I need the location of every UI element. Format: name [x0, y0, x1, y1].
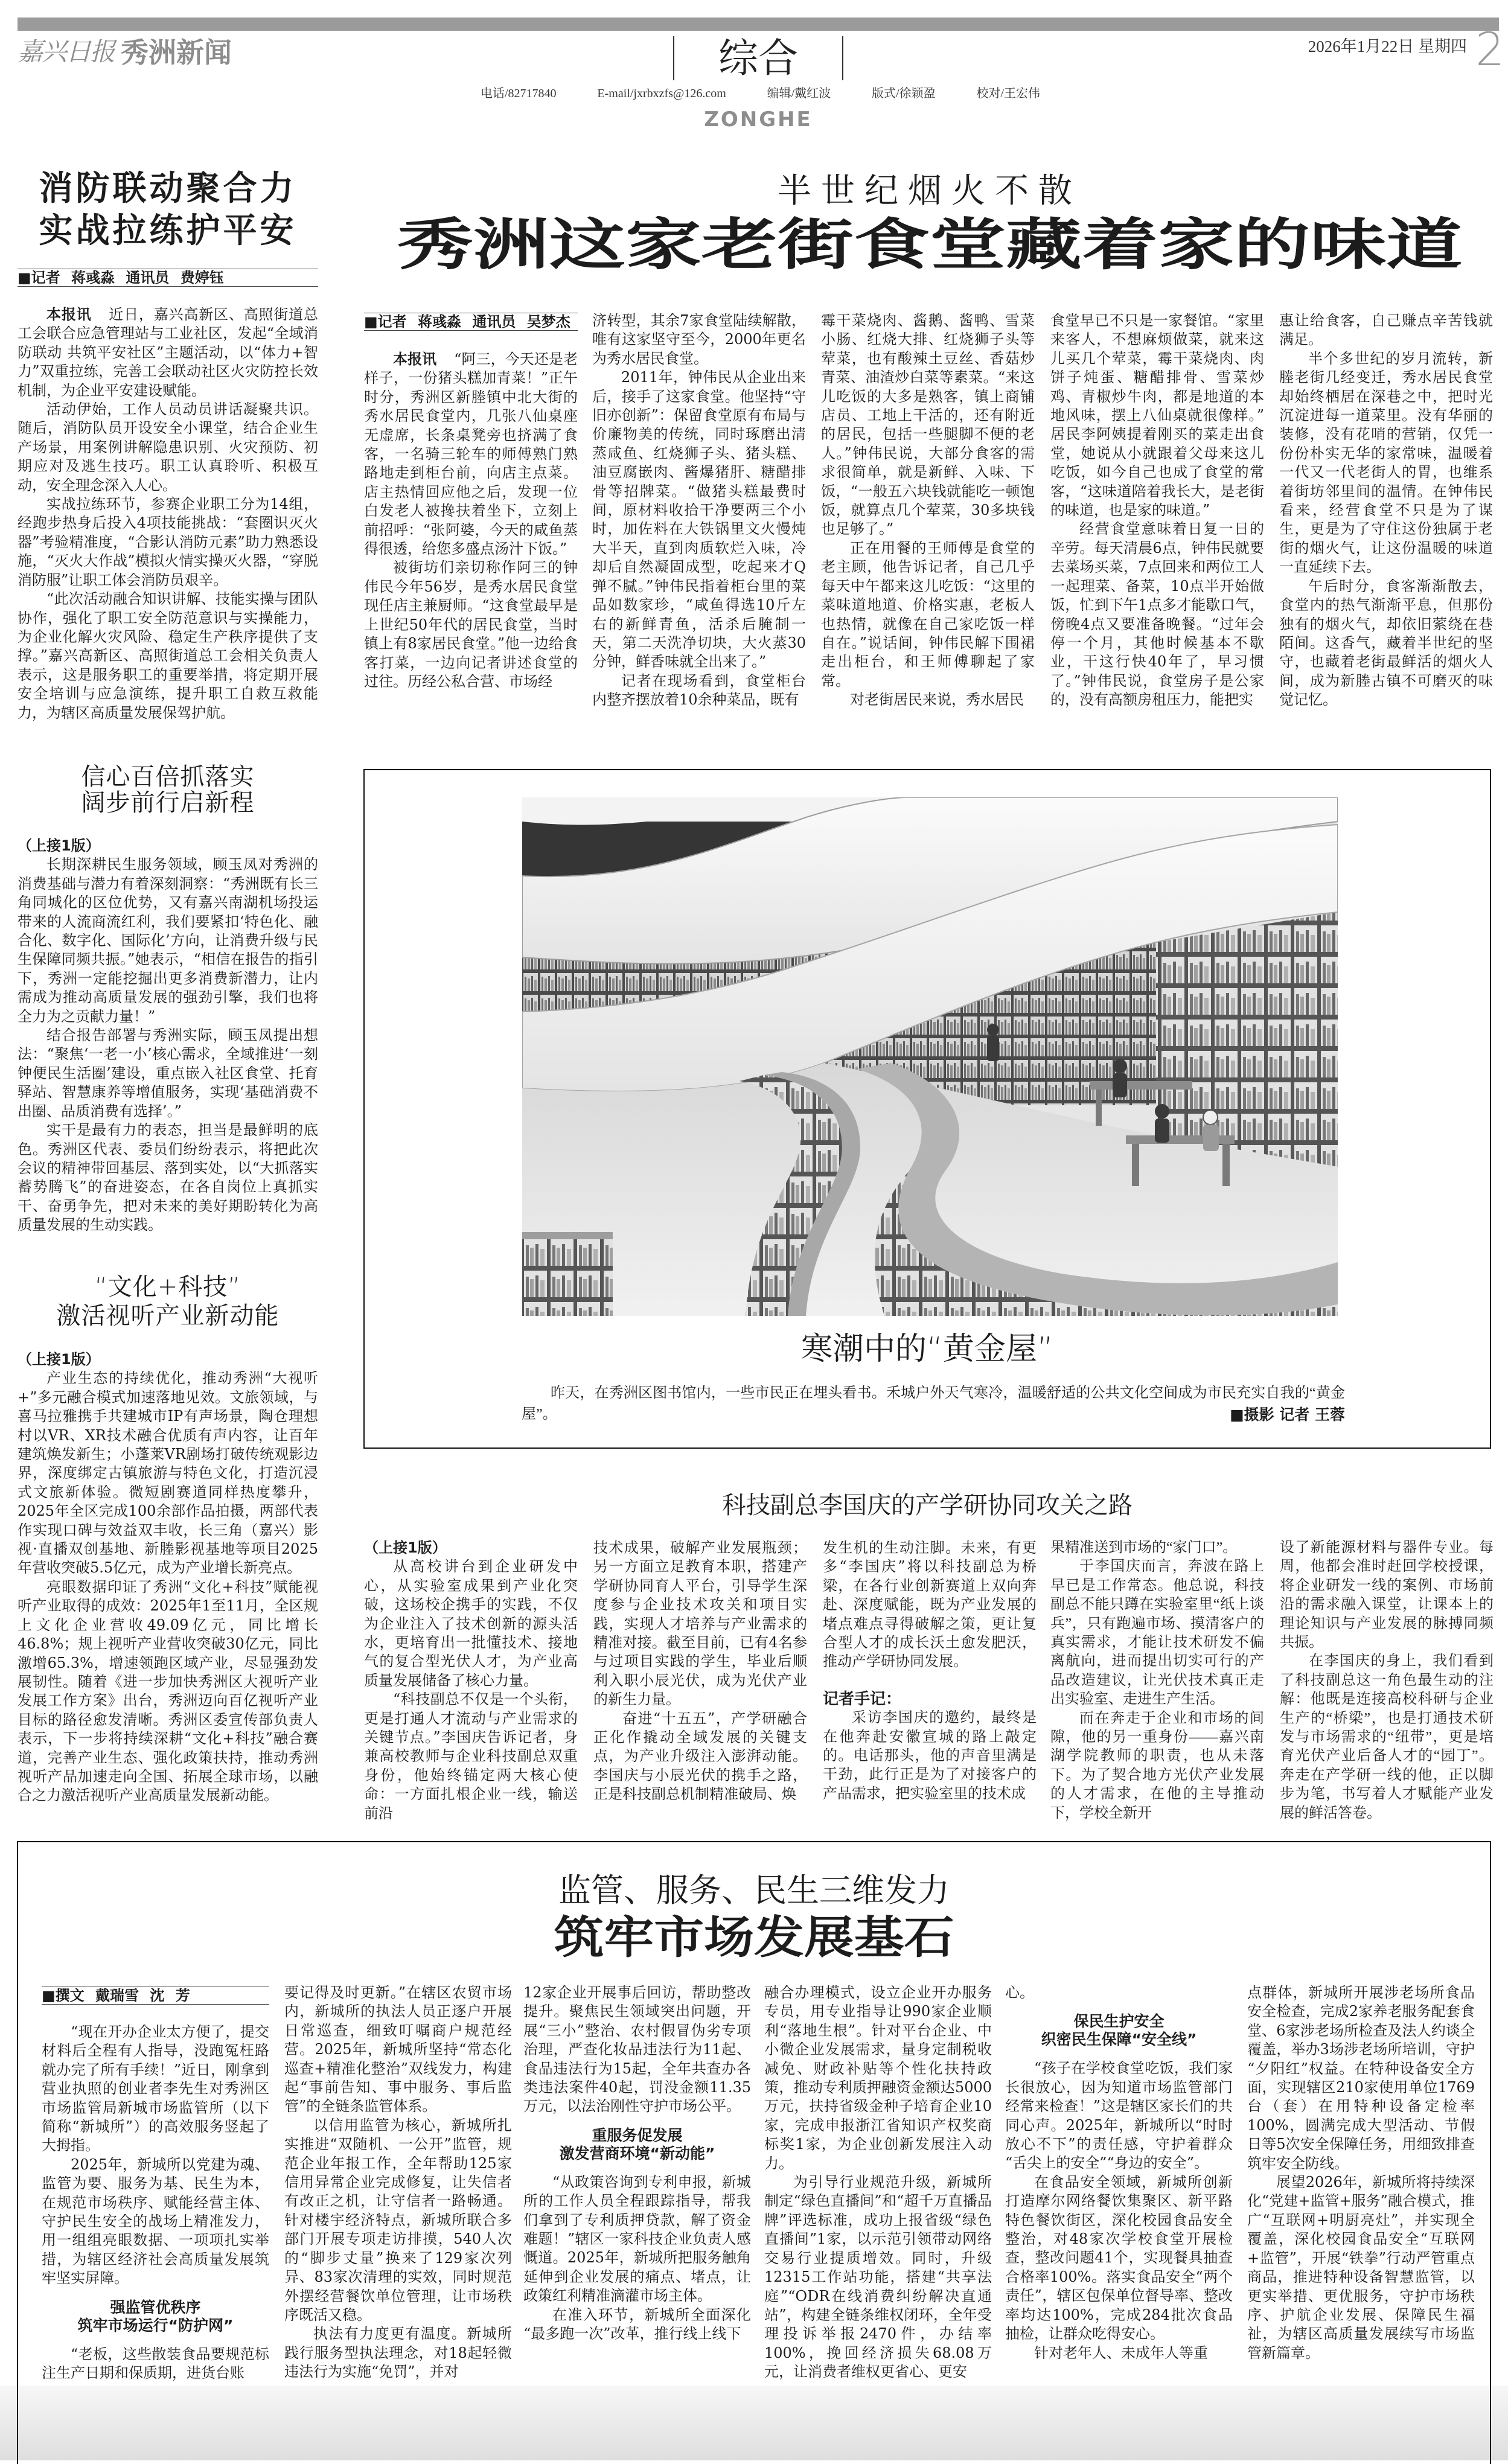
fire-article-headline	[18, 168, 318, 252]
paragraph	[821, 539, 1035, 691]
canteen-column-4	[1050, 311, 1264, 710]
subheading	[523, 2145, 751, 2163]
headline-line: 消防联动聚合力	[39, 169, 297, 208]
paragraph	[1005, 2344, 1233, 2363]
paragraph	[823, 1539, 1037, 1671]
paragraph	[1005, 2173, 1233, 2344]
paragraph-text: 保民生护安全	[1073, 2012, 1165, 2031]
market-column-4	[764, 1984, 992, 2382]
canteen-article-kicker: 半世纪烟火不散	[778, 171, 1082, 211]
paragraph	[1050, 1709, 1264, 1823]
paragraph	[523, 2306, 751, 2344]
paragraph-text: 实战拉练环节，参赛企业职工分为14组，经跑步热身后投入4项技能挑战：“套圈识灭火器”考验精准度，“合影认消防元素”助力熟悉设施，“灭火大作战”模拟火情实操灭火器，“穿脱消防服”让职工体会消防员艰辛。	[18, 496, 318, 589]
contact-line	[481, 86, 1040, 101]
paragraph	[42, 2023, 269, 2156]
paragraph-text: 2025年，新城所以党建为魂、监管为要、服务为基、民生为本，在规范市场秩序、赋能经营主体、守护民生安全的战场上精准发力，用一组组亮眼数据、一项项扎实举措，为辖区经济社会高质量发展筑牢坚实屏障。	[42, 2156, 269, 2287]
paragraph-text: 记者在现场看到，食堂柜台内整齐摆放着10余种菜品，既有	[592, 672, 806, 709]
paragraph	[1279, 311, 1493, 349]
paragraph-text: 激发营商环境“新动能”	[559, 2144, 715, 2162]
section-title: 综合	[718, 35, 798, 81]
paragraph-text: 筑牢市场运行“防护网”	[77, 2316, 234, 2334]
paragraph-text: 2011年，钟伟民从企业出来后，接手了这家食堂。他坚持“守旧亦创新”：保留食堂原有布局与价廉物美的传统，同时琢磨出清蒸咸鱼、红烧狮子头、猪头糕、油豆腐嵌肉、酱爆猪肝、糖醋排骨等招牌菜。“做猪头糕最费时间，原材料收拾干净要两三个小时，加佐料在大铁锅里文火慢炖大半天，直到肉质软烂入味，冷却后自然凝固成型，吃起来才Q弹不腻。”钟伟民指着柜台里的菜品如数家珍，“咸鱼得选10斤左右的新鲜青鱼，活杀后腌制一天，第二天洗净切块，大火蒸30分钟，鲜香味就全出来了。”	[592, 369, 806, 671]
paragraph-text: 亮眼数据印证了秀洲“文化+科技”赋能视听产业取得的成效：2025年1至11月，全区规上文化企业营收49.09亿元，同比增长46.8%；规上视听产业营收突破30亿元，同比激增65.3%，增速领跑区域产业，尽显强劲发展韧性。随着《进一步加快秀洲区大视听产业发展工作方案》出台，秀洲迈向百亿视听产业目标的路径愈发清晰。秀洲区委宣传部负责人表示，下一步将持续深耕“文化+科技”融合赛道，完善产业生态、强化政策扶持，推动秀洲视听产品加速走向全国、拓展全球市场，以融合之力激活视听产业高质量发展新动能。	[18, 1578, 318, 1804]
paragraph-text: 发生机的生动注脚。未来，有更多“李国庆”将以科技副总为桥梁，在各行业创新赛道上双向奔赴、深度赋能，既为产业发展的堵点难点寻得破解之策，更让复合型人才的成长沃土愈发肥沃，推动产学研协同发展。	[823, 1539, 1037, 1670]
section-header	[673, 36, 843, 80]
paragraph-text: 12家企业开展事后回访，帮助整改提升。聚焦民生领域突出问题，开展“三小”整治、农村假冒伪劣专项治理，严查化妆品违法行为11起、食品违法行为15起，全年共查办各类违法案件40起，罚没金额11.35万元，以法治刚性守护市场公平。	[523, 1984, 751, 2115]
paragraph	[18, 305, 318, 400]
paragraph-text: 在李国庆的身上，我们看到了科技副总这一角色最生动的注解：他既是连接高校科研与企业生产的“桥梁”，也是打通技术研发与市场需求的“纽带”，更是培育光伏产业后备人才的“园丁”。奔走在产学研一线的他，正以脚步为笔，书写着人才赋能产业发展的鲜活答卷。	[1280, 1653, 1494, 1821]
fire-article-body	[18, 305, 318, 723]
paragraph	[1279, 577, 1493, 710]
section-pinyin: ZONGHE	[704, 107, 813, 132]
paragraph	[1005, 2059, 1233, 2172]
paragraph-text: 织密民生保障“安全线”	[1041, 2031, 1197, 2049]
photo-feature-title: 寒潮中的“黄金屋”	[801, 1331, 1053, 1367]
phone: 电话/82717840	[481, 87, 557, 100]
confidence-article-headline	[18, 764, 318, 816]
canteen-column-2	[592, 311, 806, 710]
paragraph	[592, 311, 806, 368]
market-column-5	[1005, 1984, 1233, 2363]
market-column-3	[523, 1984, 751, 2344]
paragraph-text: 霉干菜烧肉、酱鹅、酱鸭、雪菜小肠、红烧大排、红烧狮子头等荤菜，也有酸辣土豆丝、香菇炒青菜、油渣炒白菜等素菜。“来这儿吃饭的大多是熟客，镇上商铺店员、工地上干活的，还有附近的居民，包括一些腿脚不便的老人。”钟伟民说，大部分食客的需求很简单，就是新鲜、入味、下饭，“一般五六块钱就能吃一顿饱饭，就算点几个荤菜，30多块钱也足够了。”	[821, 312, 1035, 538]
paragraph	[364, 1557, 578, 1690]
culture-article-body	[18, 1350, 318, 1805]
subheading	[1005, 2012, 1233, 2031]
editor: 编辑/戴红波	[767, 87, 831, 100]
paragraph-text: 经营食堂意味着日复一日的辛劳。每天清晨6点，钟伟民就要去菜场买菜，7点回来和两位工人一起理菜、备菜，10点半开始做饭，忙到下午1点多才能歇口气，傍晚4点又要准备晚餐。“过年会停一个月，其他时候基本不歇业，干这行快40年了，早习惯了。”钟伟民说，食堂房子是公家的，没有高额房租压力，能把实	[1050, 520, 1264, 709]
paragraph-text: 点群体，新城所开展涉老场所食品安全检查，完成2家养老服务配套食堂、6家涉老场所检查及法人约谈全覆盖，举办3场涉老场所培训，守护“夕阳红”权益。在特种设备安全方面，实现辖区210家使用单位1769台（套）在用特种设备定检率100%，圆满完成大型活动、节假日等5次安全保障任务，用细致排查筑牢安全防线。	[1247, 1984, 1475, 2172]
paragraph-text: 执法有力度更有温度。新城所践行服务型执法理念，对18起轻微违法行为实施“免罚”，并对	[284, 2325, 512, 2381]
paragraph-text: “孩子在学校食堂吃饭，我们家长很放心，因为知道市场监管部门经常来检查！”这是辖区家长们的共同心声。2025年，新城所以“时时放心不下”的责任感，守护着群众“舌尖上的安全”“身边的安全”。	[1005, 2060, 1233, 2172]
paragraph	[523, 1984, 751, 2116]
paragraph	[592, 672, 806, 710]
notes-label	[823, 1690, 1037, 1709]
paragraph	[364, 558, 578, 691]
paragraph	[821, 311, 1035, 539]
paragraph	[284, 1984, 512, 2116]
issue-date: 2026年1月22日 星期四	[1308, 37, 1467, 56]
paragraph-text: 在食品安全领域，新城所创新打造摩尔网络餐饮集聚区、新平路特色餐饮街区，深化校园食品安全整治，对48家次学校食堂开展检查，整改问题41个，实现餐具抽查合格率100%。落实食品安全“两个责任”，辖区包保单位督导率、整改率均达100%，完成284批次食品抽检，让群众吃得安心。	[1005, 2173, 1233, 2343]
canteen-column-1	[364, 350, 578, 691]
paragraph-text: 食堂早已不只是一家餐馆。“家里来客人，不想麻烦做菜，就来这儿买几个荤菜，霉干菜烧肉、肉饼子炖蛋、糖醋排骨、雪菜炒鸡、青椒炒牛肉，都是地道的本地风味，摆上八仙桌就很像样。”居民李阿姨提着刚买的菜走出食堂，她说从小就跟着父母来这儿吃饭，如今自己也成了食堂的常客，“这味道陪着我长大，是老街的味道，也是家的味道。”	[1050, 312, 1264, 519]
subheading	[42, 2299, 269, 2317]
paragraph	[764, 2173, 992, 2381]
paragraph-text: 午后时分，食客渐渐散去，食堂内的热气渐渐平息，但那份独有的烟火气，却依旧萦绕在巷陌间。这香气，藏着半世纪的坚守，也藏着老街最鲜活的烟火人间，成为新塍古镇不可磨灭的味觉记忆。	[1279, 577, 1493, 709]
paragraph	[18, 400, 318, 495]
paragraph-text: “此次活动融合知识讲解、技能实操与团队协作，强化了职工安全防范意识与实操能力，为企业化解火灾风险、稳定生产秩序提供了支撑。”嘉兴高新区、高照街道总工会相关负责人表示，这是服务职工的重要举措，将定期开展安全培训与应急演练，提升职工自救互救能力，为辖区高质量发展保驾护航。	[18, 590, 318, 721]
paragraph	[18, 495, 318, 590]
paragraph-text: 在准入环节，新城所全面深化“最多跑一次”改革，推行线上线下	[523, 2306, 751, 2343]
paragraph-text: 为引导行业规范升级，新城所制定“绿色直播间”和“超千万直播品牌”评选标准，成功上报省级“绿色直播间”1家，以示范引领带动网络交易行业提质增效。同时，升级12315工作站功能，搭建“共享法庭”“ODR在线消费纠纷解决直通站”，构建全链条维权闭环，全年受理投诉举报2470件，办结率100%，挽回经济损失68.08万元，让消费者维权更省心、更安	[764, 2174, 992, 2381]
subheading	[523, 2127, 751, 2145]
paragraph-text: 重服务促发展	[592, 2126, 683, 2144]
paragraph	[42, 2156, 269, 2288]
paragraph	[1280, 1652, 1494, 1823]
paragraph-text: 产业生态的持续优化，推动秀洲“大视听+”多元融合模式加速落地见效。文旅领域，与喜马拉雅携手共建城市IP有声场景，陶仓理想村以VR、XR技术融合优质有声内容，让百年建筑焕发新生；小蓬莱VR剧场打破传统观影边界，深度绑定古镇旅游与特色文化，打造沉浸式文旅新体验。微短剧赛道同样热度攀升，2025年全区完成100余部作品拍摄，两部代表作实现口碑与效益双丰收，长三角（嘉兴）影视·直播双创基地、新塍影视基地等项目2025年营收突破5.5亿元，成为产业增长新亮点。	[18, 1370, 318, 1577]
tech-column-5	[1280, 1539, 1494, 1823]
paragraph	[18, 1369, 318, 1577]
paragraph-text: （上接1版）	[364, 1539, 447, 1556]
paragraph-text: 采访李国庆的邀约，最终是在他奔赴安徽宣城的路上敲定的。电话那头，他的声音里满是干劲，此行正是为了对接客户的产品需求，把实验室里的技术成	[823, 1710, 1037, 1802]
paragraph-text: 记者手记：	[823, 1690, 902, 1708]
paragraph	[1247, 2173, 1475, 2363]
confidence-article-body	[18, 837, 318, 1235]
paragraph-text: “老板，这些散装食品要规范标注生产日期和保质期，进货台账	[42, 2345, 269, 2382]
paragraph	[18, 1121, 318, 1234]
paragraph-text: 近日，嘉兴高新区、高照街道总工会联合应急管理站与工业社区，发起“全域消防联动 共筑平安社区”主题活动，以“体力+智力”双重拉练，完善工会联动社区火灾防控长效机制，为企业平安建设赋能。	[18, 306, 319, 399]
paragraph-text: 活动伊始，工作人员动员讲话凝聚共识。随后，消防队员开设安全小课堂，结合企业生产场景，用案例讲解隐患识别、火灾预防、初期应对及逃生技巧。职工认真聆听、积极互动，安全理念深入人心。	[18, 401, 318, 494]
paragraph-text: 惠让给食客，自己赚点辛苦钱就满足。	[1279, 312, 1493, 348]
paragraph-text: （上接1版）	[18, 837, 100, 854]
headline-line: 阔步前行启新程	[81, 789, 255, 817]
market-column-1	[42, 2023, 269, 2383]
paragraph-text: 强监管优秩序	[110, 2298, 201, 2316]
paragraph	[42, 2345, 269, 2383]
paragraph	[1279, 349, 1493, 577]
tech-column-3	[823, 1539, 1037, 1804]
paragraph-text: 心。	[1005, 1984, 1034, 2001]
library-photo-image	[522, 797, 1338, 1316]
paragraph-text: 奋进“十五五”，产学研融合正化作撬动全域发展的关键支点，为产业升级注入澎湃动能。李国庆与小辰光伏的携手之路，正是科技副总机制精准破局、焕	[593, 1709, 807, 1803]
continued-from-label	[18, 837, 318, 855]
continued-from-label	[364, 1539, 578, 1557]
photo-caption: 昨天，在秀洲区图书馆内，一些市民正在埋头看书。禾城户外天气寒冷，温暖舒适的公共文化空间成为市民充实自我的“黄金屋”。	[522, 1385, 1345, 1422]
fire-article-byline: ■记者 蒋彧淼 通讯员 费婷钰	[18, 269, 318, 287]
paragraph	[592, 368, 806, 672]
paragraph	[284, 2325, 512, 2381]
canteen-article-headline	[364, 212, 1495, 277]
paragraph-text: 正在用餐的王师傅是食堂的老主顾，他告诉记者，自己几乎每天中午都来这儿吃饭：“这里的菜味道地道、价格实惠，老板人也热情，就像在自己家吃饭一样自在。”说话间，钟伟民解下围裙走出柜台，和王师傅聊起了家常。	[821, 539, 1035, 689]
paragraph-text: 济转型，其余7家食堂陆续解散，唯有这家坚守至今，2000年更名为秀水居民食堂。	[592, 312, 806, 367]
paragraph	[18, 1578, 318, 1805]
headline-line: “文化+科技”	[95, 1273, 241, 1301]
paragraph	[1050, 520, 1264, 709]
paragraph	[823, 1709, 1037, 1804]
paragraph-text: “从政策咨询到专利申报，新城所的工作人员全程跟踪指导，帮我们拿到了专利质押贷款，解了资金难题！”辖区一家科技企业负责人感慨道。2025年，新城所把服务触角延伸到企业发展的痛点、堵点，让政策红利精准滴灌市场主体。	[523, 2173, 751, 2305]
paragraph	[18, 855, 318, 1026]
paragraph-text: 展望2026年，新城所将持续深化“党建+监管+服务”融合模式，推广“互联网+明厨亮灶”，并实现全覆盖，深化校园食品安全“互联网+监管”，开展“铁拳”行动严管重点商品，推进特种设备智慧监管，以更实举措、更优服务，守护市场秩序、护航企业发展、保障民生福祉，为辖区高质量发展续写市场监管新篇章。	[1247, 2174, 1475, 2361]
paragraph-text: 果精准送到市场的“家门口”。	[1050, 1540, 1238, 1556]
tech-column-2	[593, 1539, 807, 1804]
page-number: 2	[1475, 22, 1505, 76]
paragraph	[593, 1709, 807, 1804]
masthead-bar	[18, 18, 1499, 31]
paragraph-text: 要记得及时更新。”在辖区农贸市场内，新城所的执法人员正逐户开展日常巡查，细致叮嘱商户规范经营。2025年，新城所坚持“常态化巡查+精准化整治”双线发力，构建起“事前告知、事中服务、事后监管”的全链条监管体系。	[284, 1984, 512, 2115]
dateline: 本报讯	[393, 351, 437, 368]
culture-article-headline	[18, 1272, 318, 1330]
paragraph	[18, 1026, 318, 1121]
headline-text: 秀洲这家老街食堂藏着家的味道	[397, 212, 1463, 277]
paragraph-text: “科技副总不仅是一个头衔，更是打通人才流动与产业需求的关键节点。”李国庆告诉记者，身兼高校教师与企业科技副总双重身份，他始终锚定两大核心使命：一方面扎根企业一线，输送前沿	[364, 1691, 578, 1822]
continued-from-label	[18, 1350, 318, 1369]
market-article-headline	[17, 1913, 1491, 1962]
paragraph-text: 对老街居民来说，秀水居民	[850, 691, 1024, 709]
paragraph	[1050, 311, 1264, 520]
paragraph	[1280, 1539, 1494, 1652]
market-column-2	[284, 1984, 512, 2382]
canteen-column-5	[1279, 311, 1493, 710]
paragraph	[1050, 1539, 1264, 1557]
paragraph-text: 而在奔走于企业和市场的间隙，他的另一重身份——嘉兴南湖学院教师的职责，也从未落下。为了契合地方光伏产业发展的人才需求，在他的主导推动下，学校全新开	[1050, 1710, 1264, 1821]
edition-name: 秀洲新闻	[121, 36, 232, 69]
paragraph-text: 结合报告部署与秀洲实际，顾玉凤提出想法：“聚焦‘一老一小’核心需求，全域推进‘一刻钟便民生活圈’建设，重点嵌入社区食堂、托育驿站、智慧康养等增值服务，实现‘基础消费不出圈、品质消费有选择’。”	[18, 1027, 318, 1120]
newspaper-logo: 嘉兴日报	[18, 37, 115, 66]
tech-column-1	[364, 1539, 578, 1823]
paragraph	[1005, 1984, 1233, 2002]
headline-line: 实战拉练护平安	[39, 211, 297, 251]
paragraph	[18, 590, 318, 723]
library-photo	[522, 797, 1338, 1316]
email: E-mail/jxrbxzfs@126.com	[597, 87, 726, 100]
paragraph-text: 长期深耕民生服务领域，顾玉凤对秀洲的消费基础与潜力有着深刻洞察：“秀洲既有长三角同城化的区位优势，又有嘉兴南湖机场投运带来的人流商流红利，我们要紧扣‘特色化、融合化、数字化、国际化’方向，让消费升级与民生保障同频共振。”她表示，“相信在报告的指引下，秀洲一定能挖掘出更多消费新潜力，让内需成为推动高质量发展的强劲引擎，我们也将全力为之贡献力量！”	[18, 856, 318, 1025]
paragraph	[364, 1690, 578, 1823]
paragraph	[364, 350, 578, 558]
market-article-byline: ■撰文 戴瑞雪 沈 芳	[42, 1987, 269, 2005]
layout-designer: 版式/徐颖盈	[872, 87, 936, 100]
paragraph-text: 从高校讲台到企业研发中心，从实验室成果到产业化突破，这场校企携手的实践，不仅为企业注入了技术创新的源头活水，更培育出一批懂技术、接地气的复合型光伏人才，为产业高质量发展储备了核心力量。	[364, 1558, 578, 1689]
paragraph	[284, 2116, 512, 2325]
dateline: 本报讯	[46, 306, 92, 323]
market-column-6	[1247, 1984, 1475, 2363]
paragraph-text: 实干是最有力的表态，担当是最鲜明的底色。秀洲区代表、委员们纷纷表示，将把此次会议的精神带回基层、落到实处，以“大抓落实 蓄势腾飞”的奋进姿态，在各自岗位上真抓实干、奋勇争先，把对未来的美好期盼转化为高质量发展的生动实践。	[18, 1122, 318, 1234]
paragraph	[523, 2173, 751, 2306]
paragraph	[821, 691, 1035, 709]
paragraph-text: 被街坊们亲切称作阿三的钟伟民今年56岁，是秀水居民食堂现任店主兼厨师。“这食堂最早是上世纪50年代的居民食堂，当时镇上有8家居民食堂。”他一边给食客打菜，一边向记者讲述食堂的过往。历经公私合营、市场经	[364, 559, 578, 690]
paragraph-text: 技术成果，破解产业发展瓶颈；另一方面立足教育本职，搭建产学研协同育人平台，引导学生深度参与企业技术攻关和项目实践，实现人才培养与产业需求的精准对接。截至目前，已有4名参与过项目实践的学生，毕业后顺利入职小辰光伏，成为光伏产业的新生力量。	[593, 1539, 807, 1708]
headline-line: 信心百倍抓落实	[81, 763, 255, 791]
subheading	[42, 2317, 269, 2335]
canteen-column-3	[821, 311, 1035, 710]
paragraph-text: 针对老年人、未成年人等重	[1034, 2344, 1208, 2361]
paragraph	[764, 1984, 992, 2173]
paragraph	[1247, 1984, 1475, 2173]
headline-text: 筑牢市场发展基石	[554, 1912, 954, 1964]
paragraph-text: 以信用监管为核心，新城所扎实推进“双随机、一公开”监管，规范企业年报工作，全年帮助125家信用异常企业完成修复，让失信者有改正之机，让守信者一路畅通。针对楼宇经济特点，新城所联合多部门开展专项走访排摸，540人次的“脚步丈量”换来了129家次列异、83家次清理的实效，同时规范外摆经营餐饮单位管理，让市场秩序既活又稳。	[284, 2116, 512, 2323]
paragraph-text: “阿三，今天还是老样子，一份猪头糕加青菜！”正午时分，秀洲区新塍镇中北大街的秀水居民食堂内，几张八仙桌座无虚席，长条桌凳旁也挤满了食客，一名骑三轮车的师傅熟门熟路地走到柜台前，向店主点菜。店主热情回应他之后，发现一位白发老人被搀扶着坐下，立刻上前招呼：“张阿婆，今天的咸鱼蒸得很透，给您多盛点汤汁下饭。”	[364, 351, 578, 558]
paragraph-text: “现在开办企业太方便了，提交材料后全程有人指导，没跑冤枉路就办完了所有手续！”近日，刚拿到营业执照的创业者李先生对秀洲区市场监管局新城市场监管所（以下简称“新城所”）的高效服务竖起了大拇指。	[42, 2023, 269, 2154]
market-article-kicker: 监管、服务、民生三维发力	[558, 1871, 950, 1909]
headline-line: 激活视听产业新动能	[56, 1302, 280, 1330]
paragraph-text: 半个多世纪的岁月流转，新塍老街几经变迁，秀水居民食堂却始终栖居在深巷之中，把时光沉淀进每一道菜里。没有华丽的装修，没有花哨的营销，仅凭一份份朴实无华的家常味，温暖着一代又一代老街人的胃，也维系着街坊邻里间的温情。在钟伟民看来，经营食堂不只是为了谋生，更是为了守住这份独属于老街的烟火气，让这份温暖的味道一直延续下去。	[1279, 349, 1493, 576]
paragraph	[593, 1539, 807, 1709]
photo-credit: ■摄影 记者 王蓉	[1229, 1406, 1345, 1423]
paragraph-text: 设了新能源材料与器件专业。每周，他都会准时赶回学校授课，将企业研发一线的案例、市场前沿的需求融入课堂，让课本上的理论知识与产业发展的脉搏同频共振。	[1280, 1540, 1494, 1651]
proofreader: 校对/王宏伟	[976, 87, 1040, 100]
tech-column-4	[1050, 1539, 1264, 1823]
paragraph	[1050, 1557, 1264, 1709]
canteen-article-byline: ■记者 蒋彧淼 通讯员 吴梦杰	[364, 313, 578, 331]
paragraph-text: 于李国庆而言，奔波在路上早已是工作常态。他总说，科技副总不能只蹲在实验室里“纸上谈兵”，只有跑遍市场、摸清客户的真实需求，才能让技术研发不偏离航向，进而提出切实可行的产品改造建议，让光伏技术真正走出实验室、走进生产生活。	[1050, 1559, 1264, 1708]
tech-article-headline: 科技副总李国庆的产学研协同攻关之路	[722, 1492, 1133, 1519]
paragraph-text: （上接1版）	[18, 1351, 100, 1368]
paragraph-text: 融合办理模式，设立企业开办服务专员，用专业指导让990家企业顺利“落地生根”。针对平台企业、中小微企业发展需求，量身定制税收减免、财政补贴等个性化扶持政策，推动专利质押融资金额达5000万元，扶持省级金种子培育企业10家，完成申报浙江省知识产权奖商标奖1家，为企业创新发展注入动力。	[764, 1984, 992, 2172]
subheading	[1005, 2031, 1233, 2049]
